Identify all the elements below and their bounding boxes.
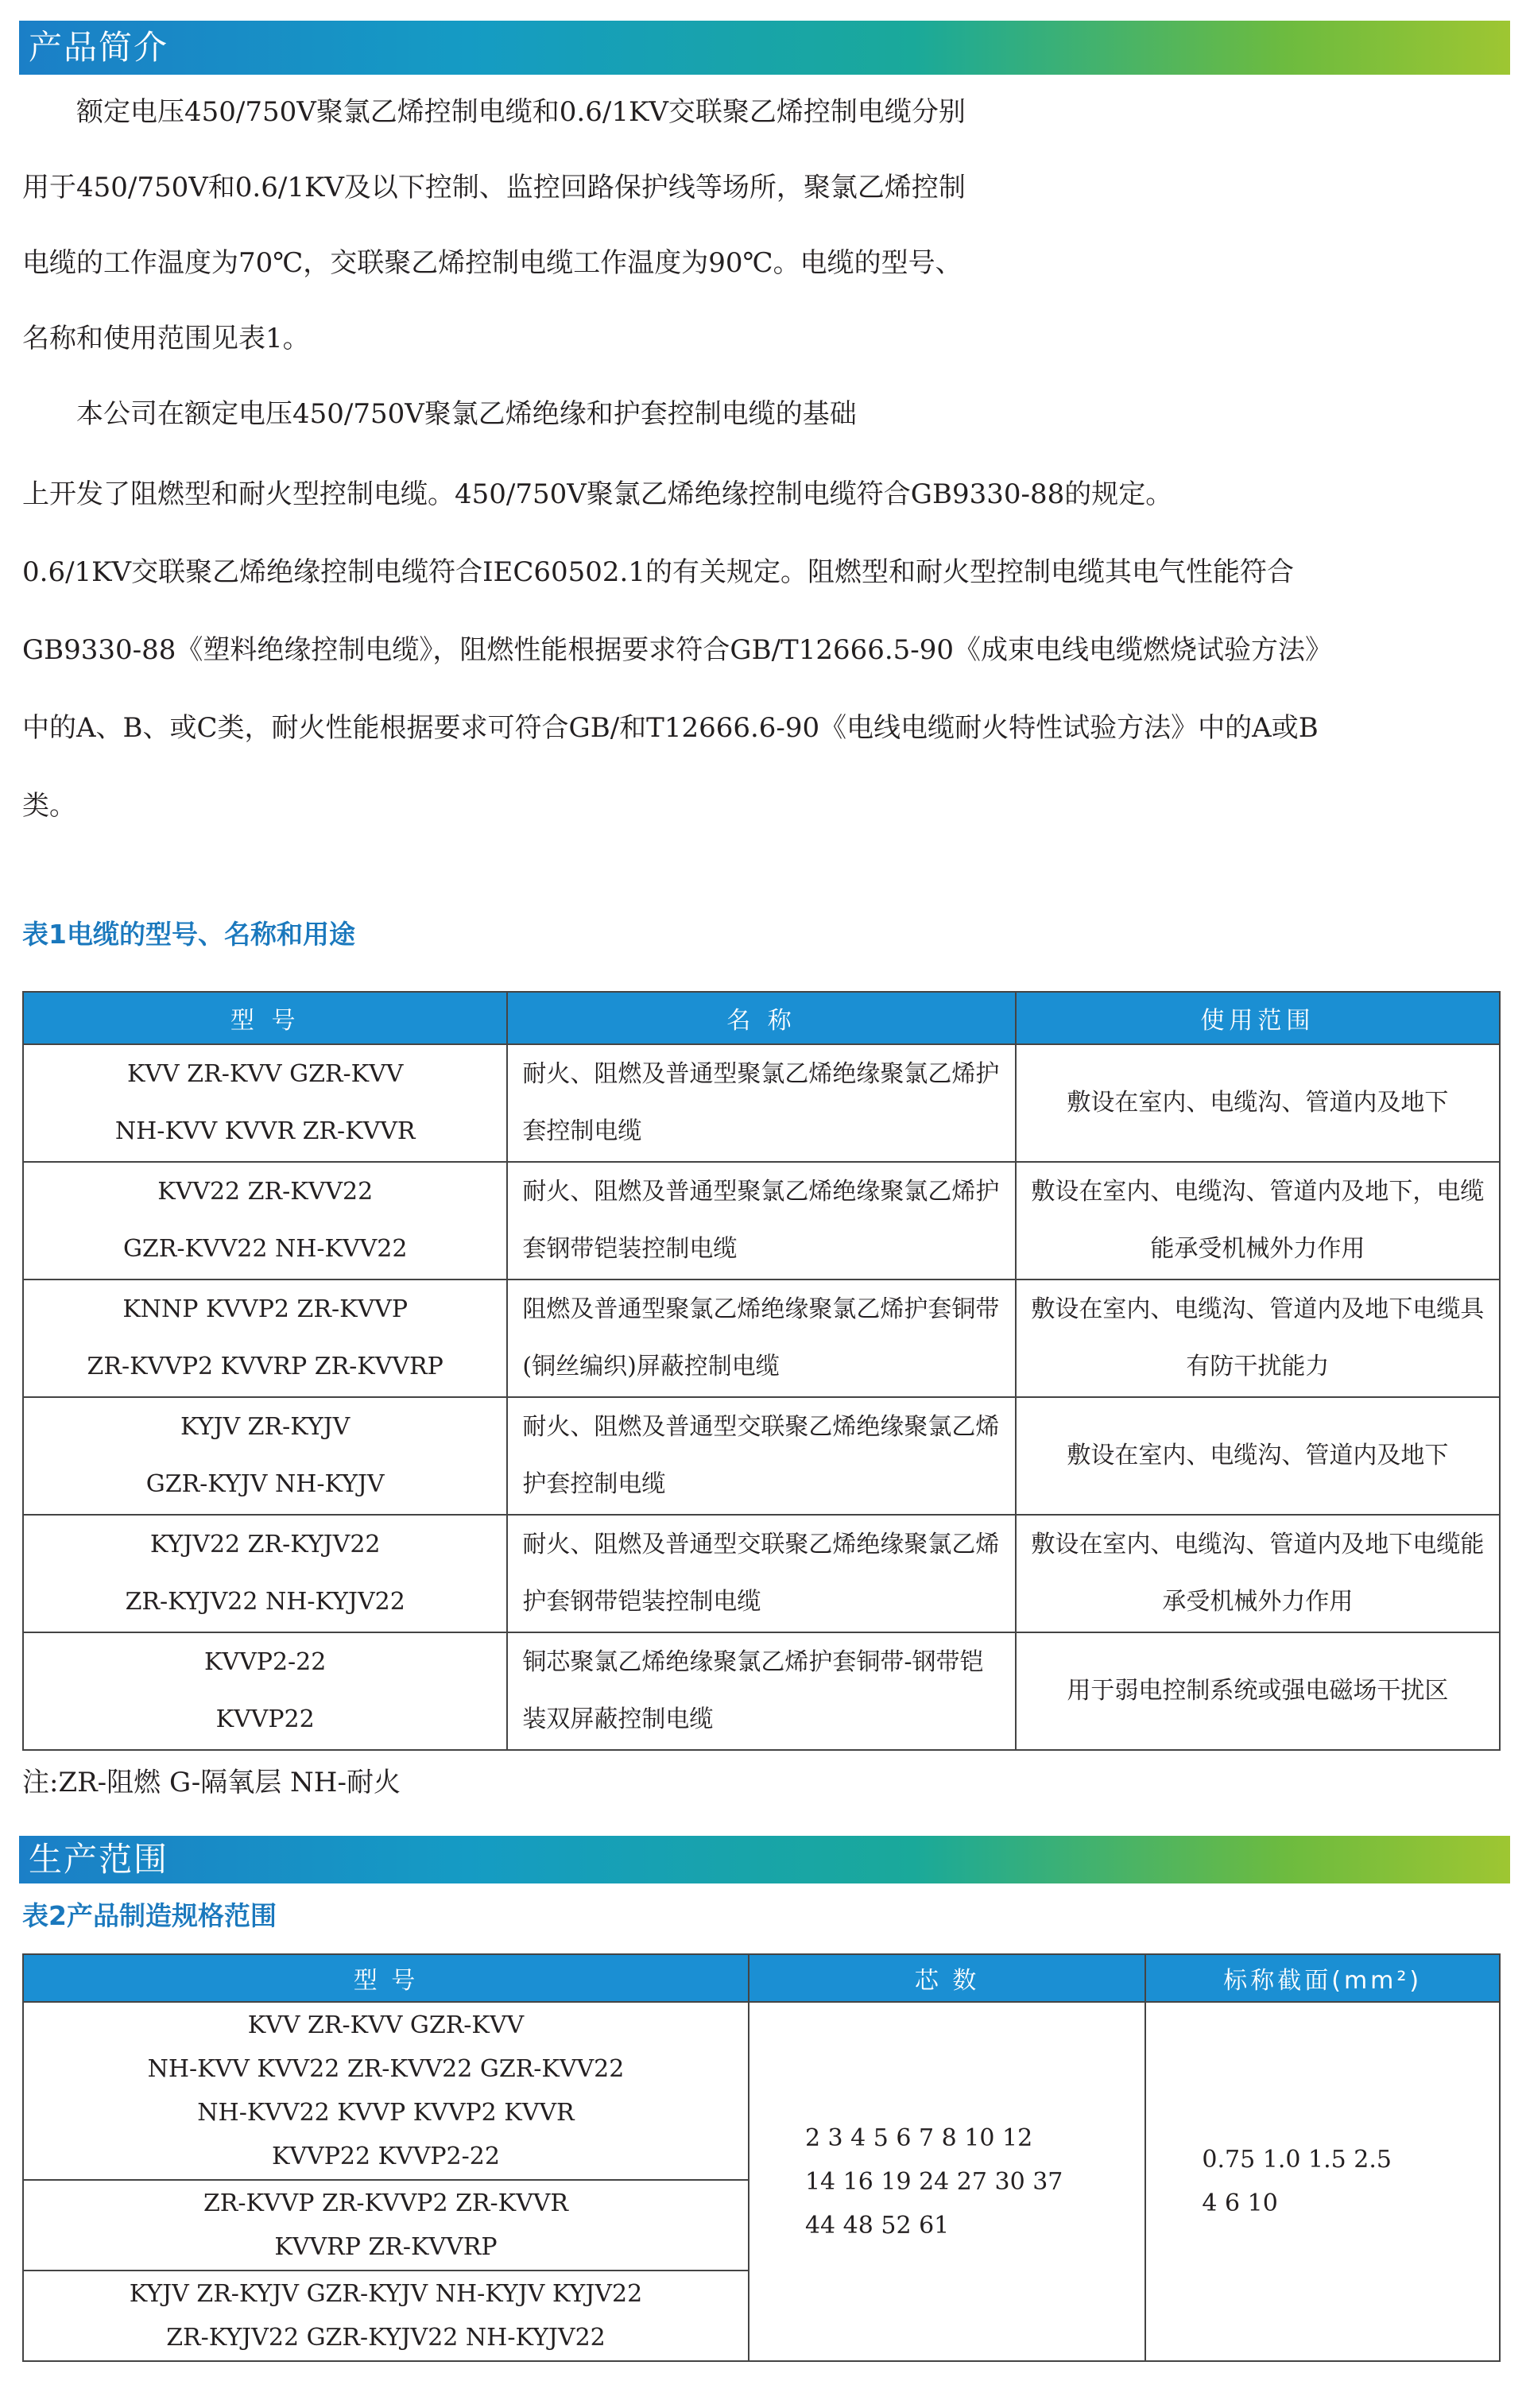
section-title: 产品简介 [29, 28, 169, 67]
area-cell [1145, 2002, 1500, 2361]
table-row [23, 2002, 1500, 2180]
use-cell: 敷设在室内、电缆沟、管道内及地下电缆具有防干扰能力 [1016, 1279, 1500, 1397]
model-line: NH-KVV KVV22 ZR-KVV22 GZR-KVV22 [147, 2055, 625, 2083]
area-line: 4 6 10 [1202, 2189, 1278, 2217]
model-line: KYJV ZR-KYJV GZR-KYJV NH-KYJV KYJV22 [129, 2280, 643, 2308]
use-cell: 敷设在室内、电缆沟、管道内及地下 [1016, 1044, 1500, 1162]
intro-paragraph-2-start: 本公司在额定电压450/750V聚氯乙烯绝缘和护套控制电缆的基础 [76, 398, 857, 430]
section-title: 生产范围 [29, 1840, 169, 1879]
intro-line: 中的A、B、或C类，耐火性能根据要求可符合GB/和T12666.6-90《电线电缆耐火特性试验方法》中的A或B [22, 712, 1319, 744]
use-cell: 用于弱电控制系统或强电磁场干扰区 [1016, 1632, 1500, 1750]
table1-caption: 表1电缆的型号、名称和用途 [22, 919, 355, 950]
model-line: KVVP22 KVVP2-22 [271, 2143, 500, 2170]
model-cell [23, 1044, 507, 1162]
table1-note: 注:ZR-阻燃 G-隔氧层 NH-耐火 [22, 1767, 401, 1798]
name-cell: 耐火、阻燃及普通型聚氯乙烯绝缘聚氯乙烯护套控制电缆 [507, 1044, 1015, 1162]
name-cell: 耐火、阻燃及普通型交联聚乙烯绝缘聚氯乙烯护套控制电缆 [507, 1397, 1015, 1515]
name-cell: 耐火、阻燃及普通型交联聚乙烯绝缘聚氯乙烯护套钢带铠装控制电缆 [507, 1515, 1015, 1632]
model-cell [23, 1162, 507, 1279]
header-use: 使用范围 [1016, 992, 1500, 1044]
model-line: ZR-KVVP ZR-KVVP2 ZR-KVVR [203, 2189, 568, 2217]
use-cell: 敷设在室内、电缆沟、管道内及地下，电缆能承受机械外力作用 [1016, 1162, 1500, 1279]
table2 [22, 1953, 1501, 2362]
model-group-cell [23, 2271, 749, 2361]
name-cell: 阻燃及普通型聚氯乙烯绝缘聚氯乙烯护套铜带(铜丝编织)屏蔽控制电缆 [507, 1279, 1015, 1397]
table-row [23, 1515, 1500, 1632]
intro-line: 上开发了阻燃型和耐火型控制电缆。450/750V聚氯乙烯绝缘控制电缆符合GB9330-88的规定。 [22, 478, 1173, 510]
intro-line: 类。 [22, 790, 76, 822]
header-model: 型 号 [23, 1954, 749, 2002]
table-row [23, 1632, 1500, 1750]
intro-line: GB9330-88《塑料绝缘控制电缆》，阻燃性能根据要求符合GB/T12666.5-90《成束电线电缆燃烧试验方法》 [22, 634, 1333, 666]
model-line: KVVP2-22 [204, 1648, 327, 1676]
model-line: KYJV ZR-KYJV [180, 1413, 351, 1441]
table-row [23, 1397, 1500, 1515]
model-line: ZR-KYJV22 NH-KYJV22 [125, 1588, 405, 1616]
cores-cell [749, 2002, 1145, 2361]
name-cell: 铜芯聚氯乙烯绝缘聚氯乙烯护套铜带-钢带铠装双屏蔽控制电缆 [507, 1632, 1015, 1750]
cores-line: 2 3 4 5 6 7 8 10 12 [804, 2123, 1033, 2152]
table1 [22, 991, 1501, 1751]
use-cell: 敷设在室内、电缆沟、管道内及地下 [1016, 1397, 1500, 1515]
model-line: KNNP KVVP2 ZR-KVVP [122, 1295, 409, 1323]
cores-line: 44 48 52 61 [804, 2211, 950, 2240]
model-cell [23, 1279, 507, 1397]
model-line: KVVP22 [215, 1705, 315, 1733]
model-cell [23, 1632, 507, 1750]
model-cell [23, 1515, 507, 1632]
header-area: 标称截面(mm²) [1145, 1954, 1500, 2002]
model-line: GZR-KVV22 NH-KVV22 [122, 1235, 408, 1263]
use-cell: 敷设在室内、电缆沟、管道内及地下电缆能承受机械外力作用 [1016, 1515, 1500, 1632]
header-name: 名 称 [507, 992, 1015, 1044]
header-model: 型 号 [23, 992, 507, 1044]
section-banner-production [19, 1836, 1510, 1883]
model-line: NH-KVV22 KVVP KVVP2 KVVR [197, 2099, 575, 2127]
table-row [23, 1279, 1500, 1397]
model-line: KVV ZR-KVV GZR-KVV [126, 1060, 404, 1088]
table2-caption: 表2产品制造规格范围 [22, 1900, 277, 1931]
header-cores: 芯 数 [749, 1954, 1145, 2002]
intro-line: 0.6/1KV交联聚乙烯绝缘控制电缆符合IEC60502.1的有关规定。阻燃型和耐火型控制电缆其电气性能符合 [22, 556, 1294, 588]
table-row [23, 1044, 1500, 1162]
model-line: KVV22 ZR-KVV22 [157, 1178, 374, 1206]
model-group-cell [23, 2002, 749, 2180]
model-line: ZR-KVVP2 KVVRP ZR-KVVRP [87, 1353, 443, 1380]
model-line: KVV ZR-KVV GZR-KVV [247, 2011, 525, 2039]
model-group-cell [23, 2180, 749, 2271]
area-line: 0.75 1.0 1.5 2.5 [1202, 2146, 1392, 2174]
model-line: KVVRP ZR-KVVRP [274, 2233, 498, 2261]
model-line: GZR-KYJV NH-KYJV [145, 1470, 385, 1498]
section-banner-intro [19, 21, 1510, 75]
table1-header-row [23, 992, 1500, 1044]
model-line: NH-KVV KVVR ZR-KVVR [114, 1117, 416, 1145]
model-line: ZR-KYJV22 GZR-KYJV22 NH-KYJV22 [166, 2324, 606, 2352]
name-cell: 耐火、阻燃及普通型聚氯乙烯绝缘聚氯乙烯护套钢带铠装控制电缆 [507, 1162, 1015, 1279]
table-row [23, 1162, 1500, 1279]
model-line: KYJV22 ZR-KYJV22 [149, 1531, 381, 1558]
intro-paragraph-1: 额定电压450/750V聚氯乙烯控制电缆和0.6/1KV交联聚乙烯控制电缆分别用于450/750V和0.6/1KV及以下控制、监控回路保护线等场所，聚氯乙烯控制电缆的工作温度为70℃，交联聚乙烯控制电缆工作温度为90℃。电缆的型号、名称和使用范围见表1。 [22, 96, 966, 354]
model-cell [23, 1397, 507, 1515]
cores-line: 14 16 19 24 27 30 37 [804, 2167, 1063, 2196]
table2-header-row [23, 1954, 1500, 2002]
